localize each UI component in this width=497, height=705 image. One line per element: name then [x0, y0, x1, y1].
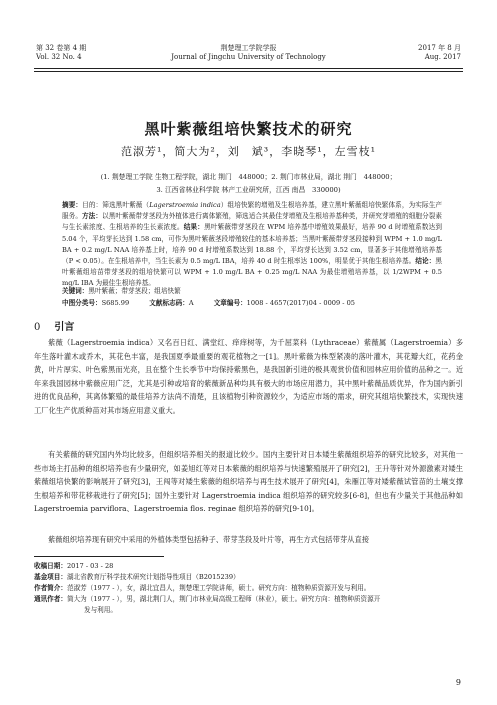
author-list: 范淑芳¹，简大为²，刘 斌³，李晓琴¹，左雪枝¹ [120, 145, 377, 158]
abstract-results: 黑叶紫薇带芽茎段在 WPM 培养基中增殖效果最好，培养 90 d 时增殖系数达到 5.04 个，平均芽长达到 1.58 cm，可作为黑叶紫薇茎段增殖较佳的基本培养基；当黑叶紫薇带芽茎段接种到 WPM + 1.0 mg/L BA + 0.2 mg/L NAA 培养基上时，培养 90 d 时增殖系数达到 18.88 个，平均芽长达到 3.52 cm，显著多于其他增殖培养基（P < 0.05）。在生根培养中，当生长素为 0.5 mg/L IBA，培养 40 d 时生根率达 100%，明显优于其他生根培养基。 [62, 223, 443, 266]
abstract-methods: 以黑叶紫薇带芽茎段为外植体进行离体繁殖，筛选适合其最佳芽增殖及生根培养基种类，并研究芽增殖的细胞分裂素与生长素浓度、生根培养的生长素浓度。 [62, 212, 443, 232]
abstract [62, 200, 442, 290]
abstract-objective: 目的：筛选黑叶紫薇（ [82, 201, 150, 209]
clc-field [62, 299, 129, 307]
footnote-fund [34, 572, 463, 583]
section-heading [34, 318, 74, 333]
doc-code-field [149, 299, 193, 307]
abstract-latin: Lagerstroemia indica [149, 201, 221, 209]
page-number: 9 [455, 678, 461, 687]
footnote-corresponding [34, 594, 463, 605]
footnotes [34, 561, 463, 616]
section-number: 0 [34, 322, 41, 333]
abstract-results-label: 结果： [183, 223, 205, 232]
article-number-label: 文章编号： [213, 299, 247, 307]
corresponding-text: 简大为（1977 - ），男，湖北荆门人，荆门市林业局高级工程师（林业），硕士。研究方向：植物种质资源开 [66, 595, 381, 603]
author-bio-text: 范淑芳（1977 - ），女，湖北宜昌人，荆楚理工学院讲师，硕士。研究方向：植物种质资源开发与利用。 [66, 584, 371, 592]
paragraph-text: 有关紫薇的研究国内外均比较多，但组织培养相关的报道比较少。国内主要针对日本矮生紫薇组织培养的研究比较多，对其他一些市场主打品种的组织培养也有少量研究，如姜旭红等对日本紫薇的组织培养与快速繁殖展开了研究[2]，王升等针对外源激素对矮生紫薇组培快繁的影响展开了研究[3]，王闯等对矮生紫薇的组织培养与再生技术展开了研究[4]，朱雁江等对矮紫薇试管苗的土壤支撑生根培养和带花移栽进行了研究[5]；国外主要针对 Lagerstroemia indica 组织培养的研究较多[6-8]，但也有少量关于其他品种如 Lagerstroemia parviflora、Lagerstroemia flos. reginae 组织培养的研究[9-10]。 [34, 450, 463, 514]
paragraph-text: 紫薇组织培养现有研究中采用的外植体类型包括种子、带芽茎段及叶片等，再生方式包括带芽从直接 [48, 535, 370, 544]
author-bio-label: 作者简介： [34, 584, 67, 592]
received-label: 收稿日期： [34, 562, 67, 570]
header-journal-cn: 荆楚理工学院学报 [220, 44, 277, 52]
header-journal-en: Journal of Jingchu University of Technology [171, 53, 326, 61]
body-paragraph-1 [34, 336, 463, 418]
header-date-cn: 2017 年 8 月 [418, 44, 461, 52]
body-paragraph-3 [34, 533, 463, 547]
keywords-label: 关键词： [62, 287, 89, 295]
header-volume-cn: 第 32 卷第 4 期 [36, 44, 87, 52]
affiliation-line-2: 3. 江西省林业科学院 林产工业研究所，江西 南昌 330000) [156, 186, 341, 194]
received-date: 2017 - 03 - 28 [66, 562, 114, 570]
doc-code-label: 文献标志码： [149, 299, 189, 307]
header-date-en: Aug. 2017 [424, 53, 461, 61]
article-title: 黑叶紫薇组培快繁技术的研究 [144, 120, 353, 138]
corresponding-label: 通讯作者： [34, 595, 67, 603]
footnote-corresponding-cont: 发与利用。 [84, 606, 117, 614]
abstract-conclusion: 黑叶紫薇组培苗带芽茎段的组培快繁可以 WPM + 1.0 mg/L BA + 0.25 mg/L NAA 为最佳增殖培养基，以 1/2WPM + 0.5 mg/L IBA 为最佳生根培养基。 [62, 257, 443, 288]
header-rule-thick [34, 68, 463, 69]
abstract-objective-end: ）组培快繁的增殖及生根培养基，建立黑叶紫薇组培快繁体系，为实际生产服务。 [62, 201, 443, 221]
affiliation-line-1: (1. 荆楚理工学院 生物工程学院，湖北 荆门 448000；2. 荆门市林业局，湖北 荆门 448000； [100, 173, 397, 181]
clc-value: S685.99 [101, 299, 130, 307]
doc-code-value: A [188, 299, 194, 307]
footnote-rule [34, 556, 164, 557]
paragraph-text: 紫薇（Lagerstroemia indica）又名百日红、满堂红、痒痒树等，为千屈菜科（Lythraceae）紫薇属（Lagerstroemia）多年生落叶灌木或乔木，其花色丰富，是我国夏季最重要的观花植物之一[1]。黑叶紫薇为株型紧凑的落叶灌木，其花瓣大红，花药金黄，叶片厚实、叶色紫黑而光亮，且在整个生长季节中均保持紫黑色，是我国新引进的极具观赏价值和园林应用价值的品种之一。近年来我国园林中紫薇应用广泛，尤其是引种或培育的紫薇新品种均具有极大的市场应用潜力，其中黑叶紫薇品质优异，作为国内新引进的优良品种，其离体繁殖的最佳培养方法尚不清楚，且该植物引种资源较少，为适应市场的需求，研究其组培快繁技术，实现快速工厂化生产优质种苗对其市场应用意义重大。 [34, 338, 463, 415]
footnote-received [34, 561, 463, 572]
section-title: 引言 [54, 322, 75, 333]
abstract-methods-label: 方法： [82, 212, 103, 221]
header-rule-thin [34, 71, 463, 72]
keywords-text: 黑叶紫薇；带芽茎段；组培快繁 [88, 287, 181, 295]
footnote-author-bio [34, 583, 463, 594]
abstract-label: 摘要： [62, 201, 83, 209]
header-date [418, 44, 461, 62]
body-paragraph-2 [34, 448, 463, 516]
fund-text: 湖北省教育厅科学技术研究计划指导性项目（B2015239） [66, 573, 240, 581]
fund-label: 基金项目： [34, 573, 67, 581]
keywords [62, 285, 181, 295]
article-number-field [214, 299, 355, 307]
clc-label: 中图分类号： [62, 299, 102, 307]
article-number-value: 1008 - 4657(2017)04 - 0009 - 05 [246, 299, 355, 307]
classification-line [62, 297, 373, 307]
abstract-conclusion-label: 结论： [415, 257, 436, 266]
header-volume-en: Vol. 32 No. 4 [36, 53, 82, 61]
